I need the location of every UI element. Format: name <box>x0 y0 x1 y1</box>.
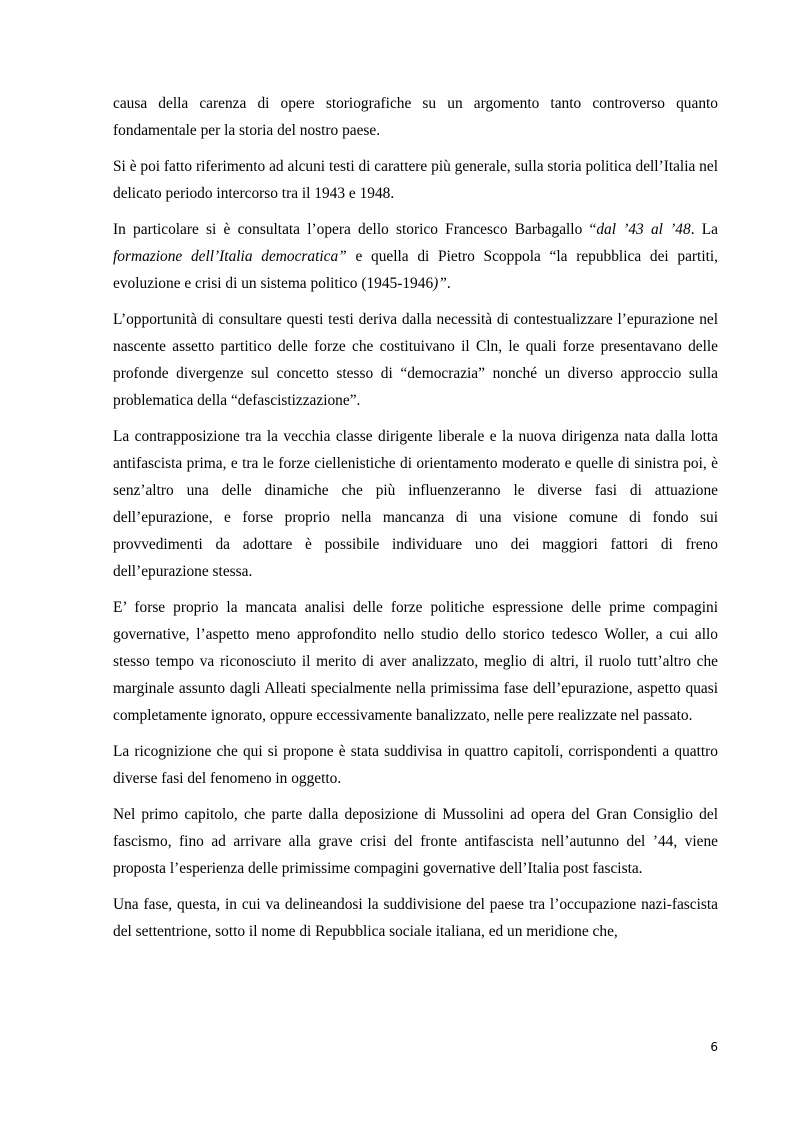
text-run: causa della carenza di opere storiografiche su un argomento tanto controverso quanto fondamentale per la storia del nostro paese. <box>113 95 718 139</box>
paragraph-7 <box>113 738 718 792</box>
paragraph-8 <box>113 801 718 882</box>
text-run: La ricognizione che qui si propone è stata suddivisa in quattro capitoli, corrispondenti a quattro diverse fasi del fenomeno in oggetto. <box>113 743 718 787</box>
paragraph-3 <box>113 216 718 297</box>
text-run: E’ forse proprio la mancata analisi delle forze politiche espressione delle prime compagini governative, l’aspetto meno approfondito nello studio dello storico tedesco Woller, a cui allo stesso tempo va riconosciuto il merito di aver analizzato, meglio di altri, il ruolo tutt’altro che marginale assunto dagli Alleati specialmente nella primissima fase dell’epurazione, aspetto quasi completamente ignorato, oppure eccessivamente banalizzato, nelle pere realizzate nel passato. <box>113 599 718 724</box>
text-run: . La <box>690 221 718 238</box>
paragraph-5 <box>113 423 718 585</box>
body-text <box>113 90 718 954</box>
text-run: . <box>446 275 451 292</box>
paragraph-2 <box>113 153 718 207</box>
text-run: Nel primo capitolo, che parte dalla deposizione di Mussolini ad opera del Gran Consiglio del fascismo, fino ad arrivare alla grave crisi del fronte antifascista nell’autunno del ’44, viene proposta l’esperienza delle primissime compagini governative dell’Italia post fascista. <box>113 806 718 877</box>
text-run: L’opportunità di consultare questi testi deriva dalla necessità di contestualizzare l’epurazione nel nascente assetto partitico delle forze che costituivano il Cln, le quali forze presentavano delle profonde divergenze sul concetto stesso di “democrazia” nonché un diverso approccio sulla problematica della “defascistizzazione”. <box>113 311 718 409</box>
italic-text: dal ’43 al ’48 <box>596 221 691 238</box>
text-run: e quella di Pietro Scoppola “la repubblica dei partiti, evoluzione e crisi di un sistema politico (1945-1946 <box>113 248 718 292</box>
text-run: La contrapposizione tra la vecchia classe dirigente liberale e la nuova dirigenza nata dalla lotta antifascista prima, e tra le forze ciellenistiche di orientamento moderato e quelle di sinistra poi, è senz’altro una delle dinamiche che più influenzeranno le diverse fasi di attuazione dell’epurazione, e forse proprio nella mancanza di una visione comune di fondo sui provvedimenti da adottare è possibile individuare uno dei maggiori fattori di freno dell’epurazione stessa. <box>113 428 718 580</box>
paragraph-4 <box>113 306 718 414</box>
italic-text: formazione dell’Italia democratica” <box>113 248 347 265</box>
page-number: 6 <box>710 1040 718 1054</box>
paragraph-6 <box>113 594 718 729</box>
paragraph-9 <box>113 891 718 945</box>
text-run: In particolare si è consultata l’opera dello storico Francesco Barbagallo “ <box>113 221 597 238</box>
text-run: Una fase, questa, in cui va delineandosi la suddivisione del paese tra l’occupazione nazi-fascista del settentrione, sotto il nome di Repubblica sociale italiana, ed un meridione che, <box>113 896 718 940</box>
text-run: Si è poi fatto riferimento ad alcuni testi di carattere più generale, sulla storia politica dell’Italia nel delicato periodo intercorso tra il 1943 e 1948. <box>113 158 718 202</box>
italic-text: )” <box>433 275 447 292</box>
paragraph-1 <box>113 90 718 144</box>
